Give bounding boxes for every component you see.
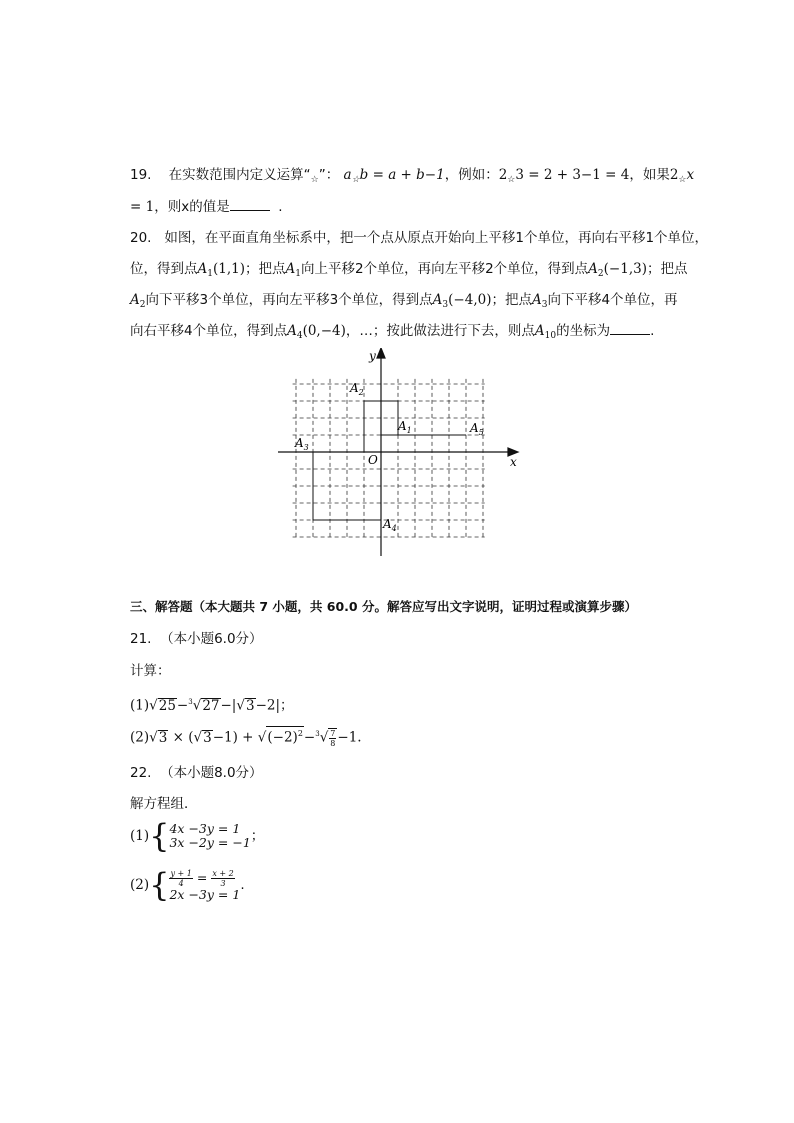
point-label-a2: $A_2$ xyxy=(350,381,364,397)
q19-line2: = 1，则x的值是 . xyxy=(130,199,283,215)
dashed-grid xyxy=(293,379,485,539)
origin-label: O xyxy=(368,453,378,467)
q19-number: 19. xyxy=(130,167,152,183)
y-axis-arrow xyxy=(377,348,385,358)
q19-definition: $a_☆b = a + b-1$ xyxy=(343,167,445,185)
q19-answer-blank[interactable] xyxy=(230,198,270,211)
point-label-a3: $A_3$ xyxy=(295,436,309,452)
q20-line3: $A_2$向下平移3个单位，再向左平移3个单位，得到点$A_3(-4,0)$；把点$A_3$向下平移4个单位，再 xyxy=(130,292,678,310)
q19-condition: $2_☆x$ xyxy=(669,167,695,185)
q21-part2: $(2)√3 \times (√3-1) + √(-2)^2-^3√$ $\frac{7}{8}-1$. xyxy=(130,725,362,748)
q19-text-a: 在实数范围内定义运算“ xyxy=(168,167,311,183)
q19-example: $2_☆3 = 2 + 3-1 = 4$ xyxy=(498,167,630,185)
point-label-a5: $A_5$ xyxy=(470,421,484,437)
q19-line1: 19. 在实数范围内定义运算“$_☆$”： $a_☆b = a + b-1$，例如：$2_☆3 = 2 + 3-1 = 4$，如果$2_☆x$ xyxy=(130,167,695,185)
translation-path xyxy=(313,401,466,520)
y-axis-label: y xyxy=(369,349,376,363)
q22-instruction: 解方程组． xyxy=(130,796,198,812)
coordinate-figure xyxy=(270,348,530,558)
q22-part2: (2){ $\frac{y + 1}{4}$ = $\frac{x + 2}{3}$ 2x −3y = 1 . xyxy=(130,866,245,904)
q20-answer-blank[interactable] xyxy=(610,322,650,335)
point-label-a1: $A_1$ xyxy=(398,419,412,435)
q21-instruction: 计算： xyxy=(130,663,171,679)
x-axis-label: x xyxy=(510,455,517,469)
q22-header: 22. （本小题8.0分） xyxy=(130,765,263,781)
q20-number: 20. xyxy=(130,230,152,246)
q21-part1: (1)√25−$^3$√27−|√3−2|； xyxy=(130,697,294,714)
q20-line2: 位，得到点$A_1(1,1)$；把点$A_1$向上平移2个单位，再向左平移2个单位，得到点$A_2(-1,3)$；把点 xyxy=(130,261,688,279)
point-label-a4: $A_4$ xyxy=(383,517,397,533)
q22-part1: (1){ 4x −3y = 1 3x −2y = −1 ； xyxy=(130,817,265,855)
q20-line4: 向右平移4个单位，得到点$A_4(0,-4)$，…；按此做法进行下去，则点$A_{10}$的坐标为 . xyxy=(130,323,655,341)
star-icon: ☆ xyxy=(310,175,319,185)
section3-title: 三、解答题（本大题共 7 小题，共 60.0 分。解答应写出文字说明，证明过程或演算步骤） xyxy=(130,599,637,614)
q21-header: 21. （本小题6.0分） xyxy=(130,631,263,647)
q20-line1: 20. 如图，在平面直角坐标系中，把一个点从原点开始向上平移1个单位，再向右平移1个单位， xyxy=(130,230,709,246)
